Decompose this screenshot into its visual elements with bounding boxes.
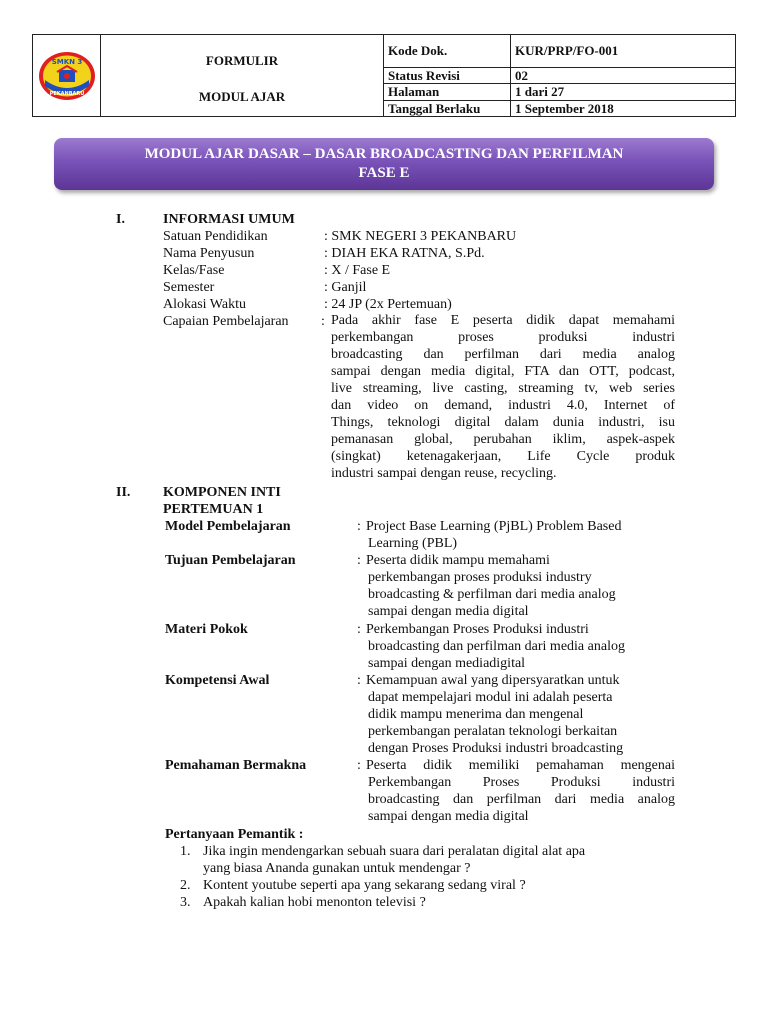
logo-subtext: PEKANBARU [49, 90, 84, 97]
component-line: Learning (PBL) [368, 536, 458, 551]
component-line: sampai dengan media digital [368, 604, 529, 619]
component-line: perkembangan proses produksi industry [368, 570, 592, 585]
component-line: broadcasting dan perfilman dari media analog [368, 792, 675, 807]
form-title: FORMULIR [205, 52, 279, 68]
component-colon: : [357, 622, 361, 637]
field-label: Kelas/Fase [163, 263, 225, 278]
component-label: Pemahaman Bermakna [165, 758, 307, 773]
question-number: 2. [180, 878, 191, 893]
header-value: KUR/PRP/FO-001 [511, 35, 736, 68]
component-line: dengan Proses Produksi industri broadcasting [368, 741, 624, 756]
capaian-line: industri sampai dengan reuse, recycling. [331, 466, 557, 481]
field-value: : X / Fase E [324, 263, 391, 278]
component-line: Peserta didik mampu memahami [366, 553, 550, 568]
header-key: Kode Dok. [384, 35, 511, 68]
section-number: I. [116, 212, 125, 227]
capaian-line: pemanasan global, perubahan iklim, aspek-aspek [331, 432, 675, 447]
document-header-table [32, 34, 736, 117]
question-number: 3. [180, 895, 191, 910]
question-text: Jika ingin mendengarkan sebuah suara dari peralatan digital alat apa [203, 844, 586, 859]
component-colon: : [357, 519, 361, 534]
component-text [366, 621, 675, 672]
field-label: Alokasi Waktu [163, 297, 246, 312]
component-line: Perkembangan Proses Produksi industri [368, 775, 675, 790]
form-title-cell [101, 35, 384, 117]
component-label: Kompetensi Awal [165, 673, 270, 688]
component-line: broadcasting dan perfilman dari media analog [368, 639, 625, 654]
component-colon: : [357, 758, 361, 773]
component-line: didik mampu menerima dan mengenal [368, 707, 584, 722]
component-colon: : [357, 553, 361, 568]
header-key: Tanggal Berlaku [384, 100, 511, 116]
header-key: Status Revisi [384, 67, 511, 83]
component-line: Project Base Learning (PjBL) Problem Based [366, 519, 622, 534]
field-label: Satuan Pendidikan [163, 229, 268, 244]
field-value: : SMK NEGERI 3 PEKANBARU [324, 229, 517, 244]
section-title: KOMPONEN INTI [163, 485, 281, 500]
capaian-line: sampai dengan media digital, FTA dan OTT, podcast, [331, 364, 675, 379]
question-text: yang biasa Ananda gunakan untuk mendengar ? [203, 861, 471, 876]
field-value: : Ganjil [324, 280, 367, 295]
school-logo-icon [37, 50, 97, 102]
capaian-line: live streaming, live casting, streaming tv, web series [331, 381, 675, 396]
section-subtitle: PERTEMUAN 1 [163, 502, 264, 517]
field-value: : 24 JP (2x Pertemuan) [324, 297, 452, 312]
component-line: broadcasting & perfilman dari media analog [368, 587, 616, 602]
component-label: Materi Pokok [165, 622, 248, 637]
capaian-line: Pada akhir fase E peserta didik dapat memahami [331, 313, 675, 328]
banner-phase: FASE E [358, 165, 410, 181]
capaian-line: dan video on demand, industri 4.0, Internet of [331, 398, 675, 413]
component-colon: : [357, 673, 361, 688]
component-label: Model Pembelajaran [165, 519, 291, 534]
section-title: INFORMASI UMUM [163, 212, 295, 227]
component-text [366, 518, 675, 552]
question-text: Kontent youtube seperti apa yang sekarang sedang viral ? [203, 878, 526, 893]
module-title-banner [54, 138, 714, 190]
pemantik-label: Pertanyaan Pemantik : [165, 827, 304, 842]
capaian-line: perkembangan proses produksi industri [331, 330, 675, 345]
capaian-line: broadcasting dan perfilman dari media analog [331, 347, 675, 362]
component-line: Perkembangan Proses Produksi industri [366, 622, 589, 637]
capaian-line: (singkat) ketenagakerjaan, Life Cycle produk [331, 449, 675, 464]
banner-title: MODUL AJAR DASAR – DASAR BROADCASTING DAN PERFILMAN [144, 146, 624, 162]
field-label: Nama Penyusun [163, 246, 255, 261]
capaian-colon: : [321, 314, 325, 329]
logo-text: SMKN 3 [51, 57, 82, 66]
question-text: Apakah kalian hobi menonton televisi ? [203, 895, 426, 910]
header-value: 1 dari 27 [511, 84, 736, 100]
header-value: 02 [511, 67, 736, 83]
component-text [366, 552, 675, 620]
component-text [366, 757, 675, 825]
field-value: : DIAH EKA RATNA, S.Pd. [324, 246, 485, 261]
component-line: dapat mempelajari modul ini adalah peserta [368, 690, 613, 705]
question-number: 1. [180, 844, 191, 859]
capaian-label: Capaian Pembelajaran [163, 314, 289, 329]
component-line: sampai dengan mediadigital [368, 656, 526, 671]
component-label: Tujuan Pembelajaran [165, 553, 296, 568]
component-line: sampai dengan media digital [368, 809, 529, 824]
form-subtitle: MODUL AJAR [198, 88, 286, 104]
component-line: perkembangan peralatan teknologi berkaitan [368, 724, 618, 739]
section-number: II. [116, 485, 131, 500]
capaian-text [331, 312, 675, 482]
school-logo-cell [33, 35, 101, 117]
field-label: Semester [163, 280, 215, 295]
component-line: Kemampuan awal yang dipersyaratkan untuk [366, 673, 620, 688]
component-line: Peserta didik memiliki pemahaman mengenai [366, 758, 675, 773]
capaian-line: Things, teknologi digital dalam dunia industri, isu [331, 415, 675, 430]
header-value: 1 September 2018 [511, 100, 736, 116]
header-key: Halaman [384, 84, 511, 100]
component-text [366, 672, 675, 757]
